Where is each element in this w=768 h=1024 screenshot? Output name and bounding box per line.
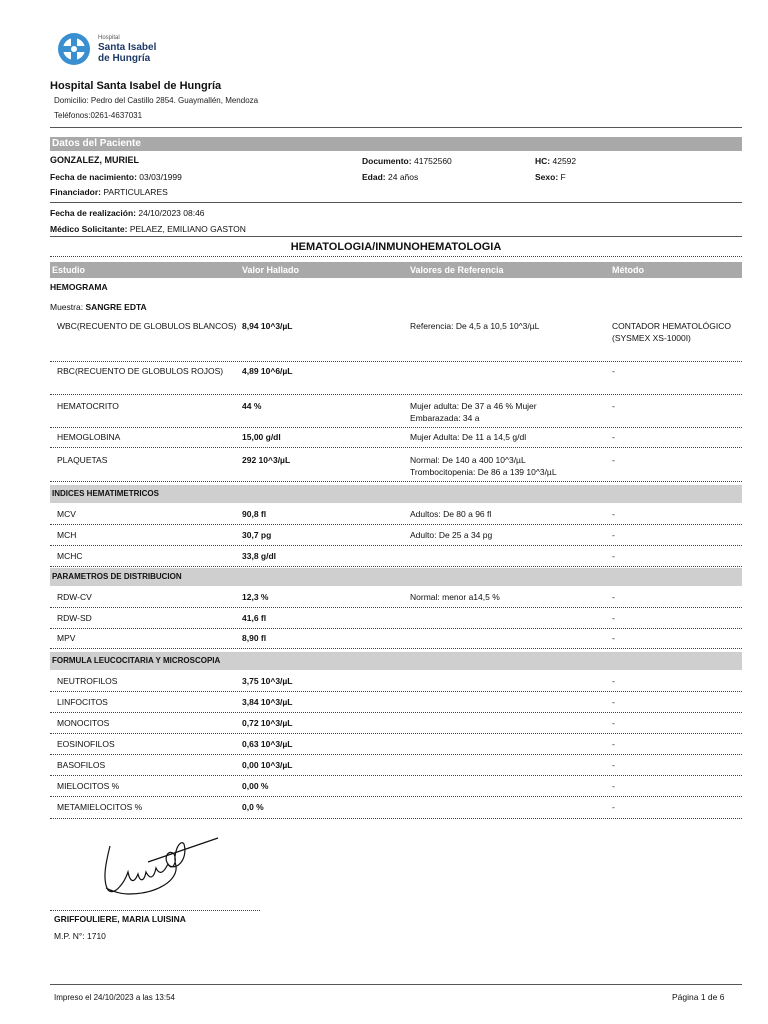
row-method: - — [612, 530, 615, 540]
patient-name: GONZALEZ, MURIEL — [50, 155, 139, 165]
row-value: 0,72 10^3/µL — [242, 718, 293, 728]
row-ref: Mujer Adulta: De 11 a 14,5 g/dl — [410, 432, 527, 442]
logo-line-1: Santa Isabel — [98, 42, 157, 53]
row-value: 0,0 % — [242, 802, 264, 812]
document — [362, 156, 452, 166]
row-ref: Mujer adulta: De 37 a 46 % Mujer Embarazada: 34 a — [410, 401, 537, 423]
dotted-divider — [50, 566, 742, 567]
requesting-doctor — [50, 224, 246, 234]
row-name: RBC(RECUENTO DE GLOBULOS ROJOS) — [57, 366, 224, 376]
group-title: HEMOGRAMA — [50, 282, 108, 292]
row-name: WBC(RECUENTO DE GLOBULOS BLANCOS) — [57, 321, 237, 331]
row-value: 12,3 % — [242, 592, 269, 602]
row-value: 0,00 10^3/µL — [242, 760, 293, 770]
row-value: 8,90 fl — [242, 633, 267, 643]
sex-value: F — [560, 172, 566, 182]
row-name: MONOCITOS — [57, 718, 110, 728]
doc-value: 41752560 — [413, 156, 452, 166]
divider — [50, 236, 742, 237]
row-value: 30,7 pg — [242, 530, 272, 540]
row-ref: Normal: menor a14,5 % — [410, 592, 500, 602]
row-method: - — [612, 509, 615, 519]
birth-value: 03/03/1999 — [139, 172, 182, 182]
age-value: 24 años — [388, 172, 419, 182]
row-name: LINFOCITOS — [57, 697, 108, 707]
row-value: 33,8 g/dl — [242, 551, 277, 561]
section-distribucion — [50, 568, 742, 586]
row-value: 44 % — [242, 401, 262, 411]
footer-divider — [50, 984, 742, 985]
row-name: METAMIELOCITOS % — [57, 802, 143, 812]
row-name: MIELOCITOS % — [57, 781, 120, 791]
row-value: 41,6 fl — [242, 613, 267, 623]
row-method: - — [612, 760, 615, 770]
signature-line — [50, 910, 260, 911]
row-name: MPV — [57, 633, 76, 643]
sample — [50, 302, 147, 312]
row-name: RDW-SD — [57, 613, 92, 623]
doctor-value: PELAEZ, EMILIANO GASTON — [129, 224, 246, 234]
row-name: PLAQUETAS — [57, 455, 108, 465]
dotted-divider — [50, 775, 742, 776]
sex-label: Sexo: — [535, 172, 559, 182]
header-valor: Valor Hallado — [242, 265, 300, 275]
hc-value: 42592 — [552, 156, 577, 166]
dotted-divider — [50, 733, 742, 734]
hospital-emblem-icon — [56, 31, 92, 67]
dotted-divider — [50, 691, 742, 692]
clinical-history — [535, 156, 576, 166]
table-header — [50, 262, 742, 278]
dotted-divider — [50, 648, 742, 649]
row-name: HEMOGLOBINA — [57, 432, 121, 442]
age — [362, 172, 418, 182]
row-name: BASOFILOS — [57, 760, 106, 770]
row-method: CONTADOR HEMATOLÓGICO (SYSMEX XS-1000I) — [612, 321, 732, 343]
row-ref: Referencia: De 4,5 a 10,5 10^3/µL — [410, 321, 540, 331]
row-method: - — [612, 455, 615, 465]
row-value: 292 10^3/µL — [242, 455, 291, 465]
header-estudio: Estudio — [52, 265, 85, 275]
dotted-divider — [50, 447, 742, 448]
realization-date — [50, 208, 205, 218]
row-value: 8,94 10^3/µL — [242, 321, 293, 331]
row-method: - — [612, 697, 615, 707]
row-name: RDW-CV — [57, 592, 92, 602]
section-indices — [50, 485, 742, 503]
row-name: MCHC — [57, 551, 83, 561]
financier — [50, 187, 168, 197]
row-method: - — [612, 613, 615, 623]
section-title: INDICES HEMATIMETRICOS — [52, 489, 159, 498]
row-method: - — [612, 781, 615, 791]
patient-section-bar — [50, 137, 742, 151]
row-ref: Normal: De 140 a 400 10^3/µL Trombocitopenia: De 86 a 139 10^3/µL — [410, 455, 557, 477]
row-value: 0,63 10^3/µL — [242, 739, 293, 749]
printed-date: Impreso el 24/10/2023 a las 13:54 — [54, 993, 175, 1002]
row-value: 15,00 g/dl — [242, 432, 281, 442]
row-method: - — [612, 739, 615, 749]
hospital-name: Hospital Santa Isabel de Hungría — [50, 80, 222, 92]
row-method: - — [612, 676, 615, 686]
dotted-divider — [50, 427, 742, 428]
row-value: 0,00 % — [242, 781, 269, 791]
dotted-divider — [50, 712, 742, 713]
doc-label: Documento: — [362, 156, 412, 166]
dotted-divider — [50, 481, 742, 482]
row-ref: Adultos: De 80 a 96 fl — [410, 509, 492, 519]
row-method: - — [612, 432, 615, 442]
row-name: HEMATOCRITO — [57, 401, 119, 411]
birth-date — [50, 172, 182, 182]
row-name: NEUTROFILOS — [57, 676, 118, 686]
doctor-label: Médico Solicitante: — [50, 224, 128, 234]
dotted-divider — [50, 524, 742, 525]
row-method: - — [612, 401, 615, 411]
row-method: - — [612, 366, 615, 376]
financier-label: Financiador: — [50, 187, 102, 197]
signer-name: GRIFFOULIERE, MARIA LUISINA — [54, 914, 186, 924]
row-method: - — [612, 592, 615, 602]
section-title: FORMULA LEUCOCITARIA Y MICROSCOPIA — [52, 656, 221, 665]
dotted-divider — [50, 545, 742, 546]
dotted-divider — [50, 256, 742, 257]
dotted-divider — [50, 818, 742, 819]
date-value: 24/10/2023 08:46 — [138, 208, 205, 218]
dotted-divider — [50, 754, 742, 755]
logo-small-text: Hospital — [98, 35, 120, 41]
row-method: - — [612, 718, 615, 728]
row-name: EOSINOFILOS — [57, 739, 115, 749]
logo-line-2: de Hungría — [98, 53, 151, 64]
row-method: - — [612, 633, 615, 643]
section-formula — [50, 652, 742, 670]
sample-value: SANGRE EDTA — [85, 302, 147, 312]
row-value: 4,89 10^6/µL — [242, 366, 293, 376]
dotted-divider — [50, 796, 742, 797]
dotted-divider — [50, 394, 742, 395]
dotted-divider — [50, 628, 742, 629]
divider — [50, 127, 742, 128]
sample-label: Muestra: — [50, 302, 84, 312]
row-method: - — [612, 551, 615, 561]
header-metodo: Método — [612, 265, 644, 275]
hospital-logo — [56, 28, 186, 70]
page-number: Página 1 de 6 — [672, 992, 725, 1002]
row-value: 3,75 10^3/µL — [242, 676, 293, 686]
signer-license: M.P. N°: 1710 — [54, 931, 106, 941]
birth-label: Fecha de nacimiento: — [50, 172, 137, 182]
dotted-divider — [50, 607, 742, 608]
row-value: 90,8 fl — [242, 509, 267, 519]
section-title: PARAMETROS DE DISTRIBUCION — [52, 572, 182, 581]
row-value: 3,84 10^3/µL — [242, 697, 293, 707]
header-referencia: Valores de Referencia — [410, 265, 504, 275]
hospital-address: Domicilio: Pedro del Castillo 2854. Guaymallén, Mendoza — [54, 96, 259, 105]
hc-label: HC: — [535, 156, 551, 166]
financier-value: PARTICULARES — [103, 187, 168, 197]
date-label: Fecha de realización: — [50, 208, 136, 218]
row-ref: Adulto: De 25 a 34 pg — [410, 530, 493, 540]
row-method: - — [612, 802, 615, 812]
row-name: MCV — [57, 509, 76, 519]
age-label: Edad: — [362, 172, 386, 182]
row-name: MCH — [57, 530, 77, 540]
sex — [535, 172, 566, 182]
hospital-phone: Teléfonos:0261-4637031 — [54, 111, 143, 120]
divider — [50, 202, 742, 203]
patient-section-title: Datos del Paciente — [52, 138, 141, 149]
report-title: HEMATOLOGIA/INMUNOHEMATOLOGIA — [290, 241, 502, 253]
dotted-divider — [50, 361, 742, 362]
signature-icon — [88, 832, 220, 902]
